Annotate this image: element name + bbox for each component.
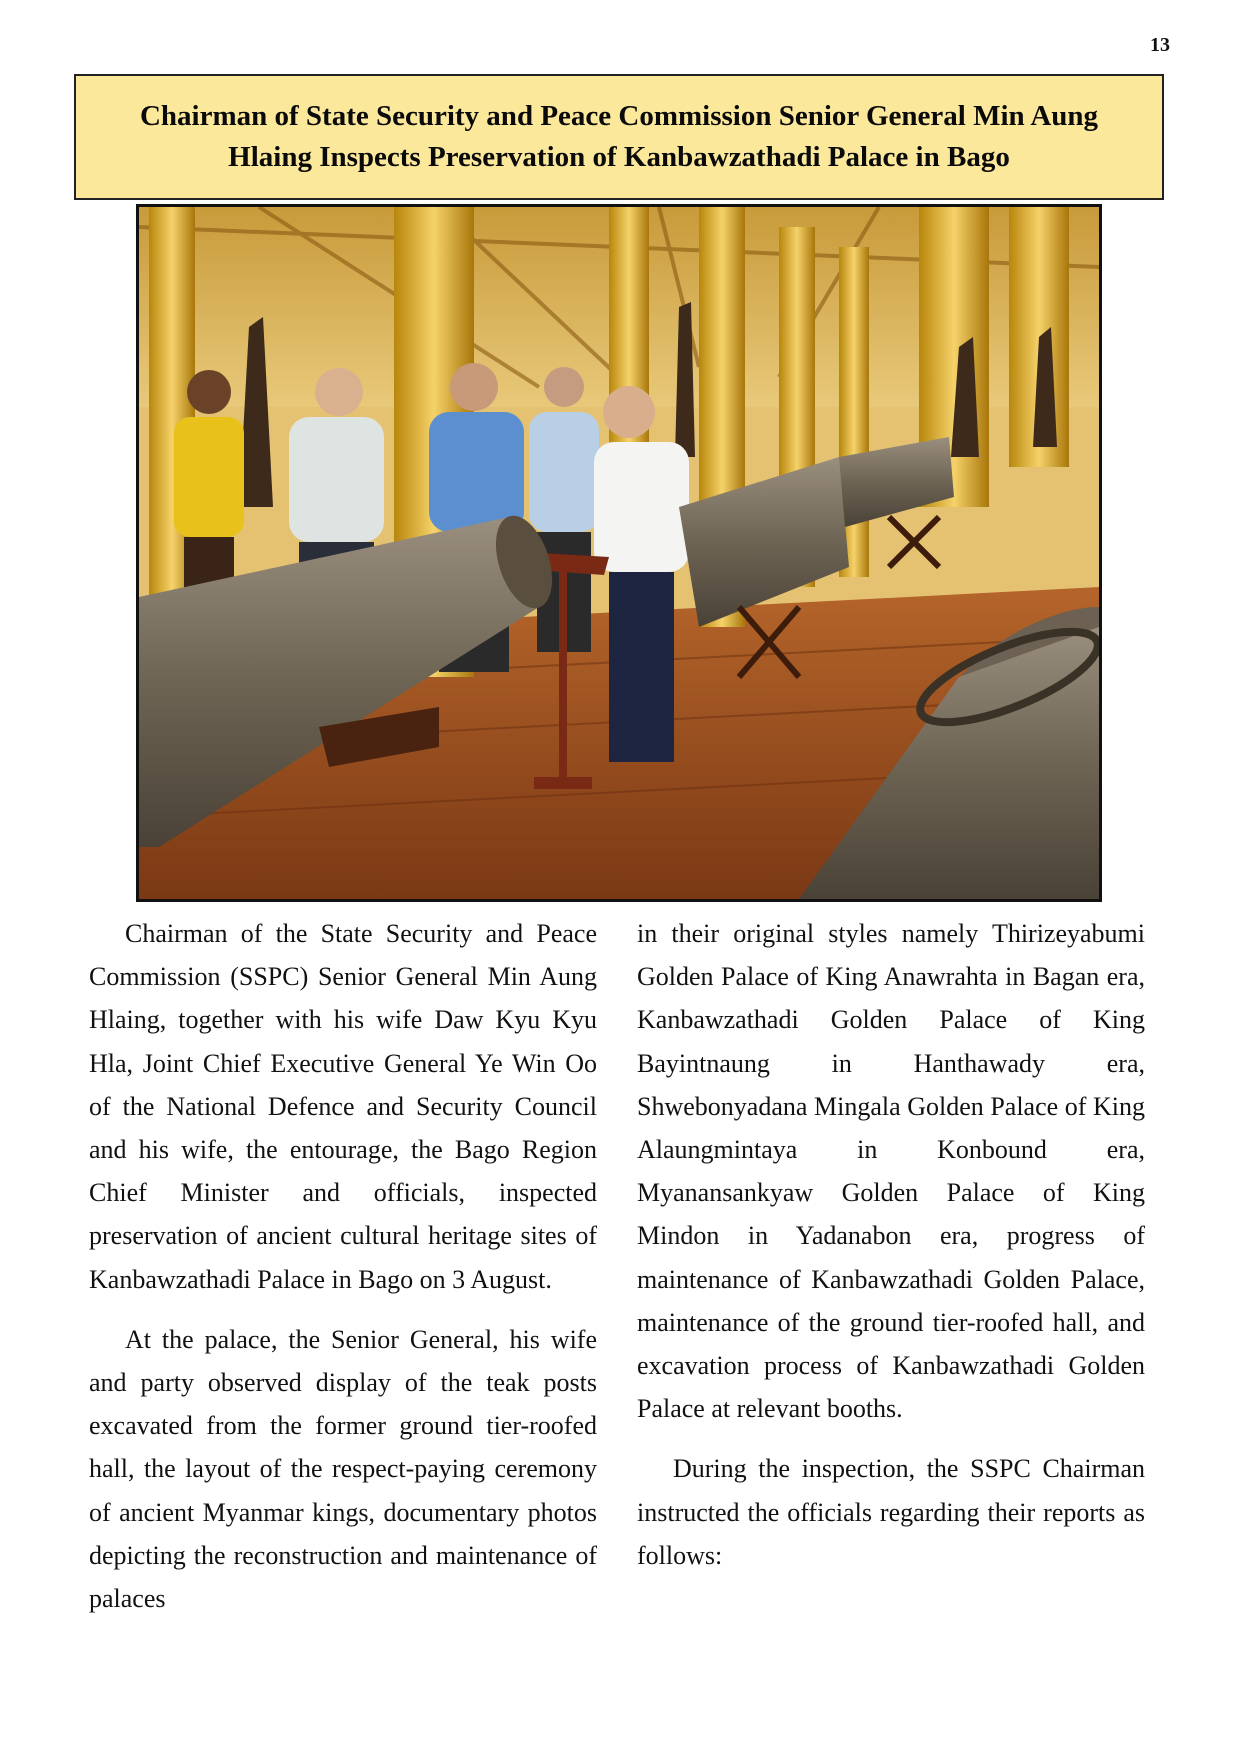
photo-officials-inspecting-teak-posts-icon (139, 207, 1099, 899)
headline: Chairman of State Security and Peace Commission Senior General Min Aung Hlaing Inspects Preservation of Kanbawzathadi Palace in Bago (139, 100, 1099, 173)
news-photo (136, 204, 1102, 902)
article-column-right (637, 912, 1145, 1594)
paragraph: At the palace, the Senior General, his wife and party observed display of the teak posts excavated from the former ground tier-roofed hall, the layout of the respect-paying ceremony of ancient Myanmar kings, documentary photos depicting the reconstruction and maintenance of palaces (89, 1324, 597, 1614)
page-number: 13 (1150, 34, 1170, 56)
headline-box (74, 74, 1164, 200)
paragraph: During the inspection, the SSPC Chairman instructed the officials regarding their reports as follows: (637, 1454, 1145, 1570)
article-column-left (89, 912, 597, 1637)
paragraph: in their original styles namely Thirizeyabumi Golden Palace of King Anawrahta in Bagan era, Kanbawzathadi Golden Palace of King Bayintnaung in Hanthawady era, Shwebonyadana Mingala Golden Palace of King Alaungmintaya in Konbound era, Myanansankyaw Golden Palace of King Mindon in Yadanabon era, progress of maintenance of Kanbawzathadi Golden Palace, maintenance of the ground tier-roofed hall, and excavation process of Kanbawzathadi Golden Palace at relevant booths. (637, 919, 1145, 1424)
paragraph: Chairman of the State Security and Peace Commission (SSPC) Senior General Min Aung Hlaing, together with his wife Daw Kyu Kyu Hla, Joint Chief Executive General Ye Win Oo of the National Defence and Security Council and his wife, the entourage, the Bago Region Chief Minister and officials, inspected preservation of ancient cultural heritage sites of Kanbawzathadi Palace in Bago on 3 August. (89, 919, 597, 1294)
